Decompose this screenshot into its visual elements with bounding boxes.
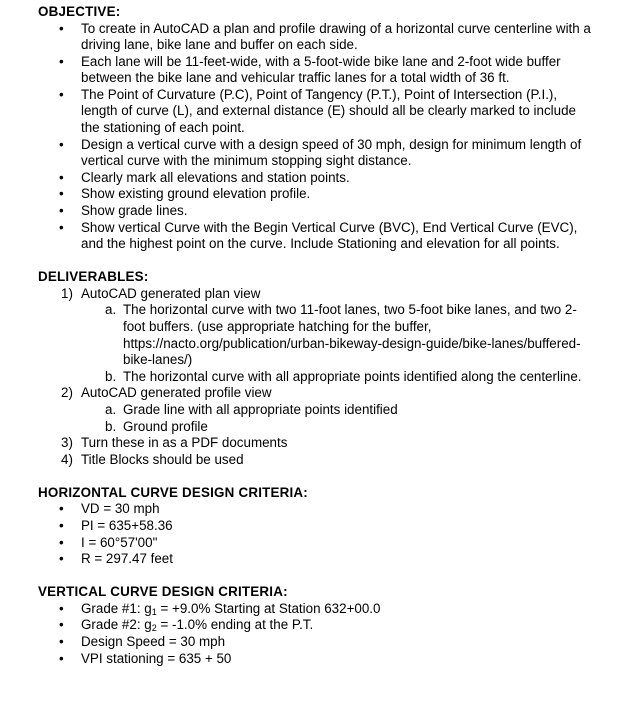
deliverable-subitem: b. The horizontal curve with all appropriate points identified along the centerline. [105,368,582,384]
deliverable-item: 1) AutoCAD generated plan view a. The horizontal curve with two 11-foot lanes, two 5-foot bike lanes, and two 2-foot buffers. (use appropriate hatching for the buffer, https://nacto.org/publication/urban-bikeway-design-guide/bike-lanes/buffered-bike-lanes/) b. The horizontal curve with all appropriate points identified along the centerline. [81,286,594,386]
bullet-icon: • [59,617,64,633]
list-item: • The Point of Curvature (P.C), Point of Tangency (P.T.), Point of Intersection (P.I.), length of curve (L), and external distance (E) should all be clearly marked to include the stationing of each point. [59,86,576,136]
list-item: • VD = 30 mph [59,501,160,517]
list-item: • Each lane will be 11-feet-wide, with a 5-foot-wide bike lane and 2-foot wide buffer between the bike lane and vehicular traffic lanes for a total width of 36 ft. [59,53,561,86]
bullet-icon: • [59,650,64,666]
bullet-icon: • [59,136,64,152]
deliverables-list [38,286,594,469]
list-item: • Grade #1: $g_1 = +9.0\%$ Starting at Station 632+00.0 [59,600,381,617]
deliverable-subitem: a. Grade line with all appropriate points identified [105,401,398,417]
deliverable-item: 3) Turn these in as a PDF documents [61,435,288,451]
deliverable-subitem: b. Ground profile [105,418,208,434]
deliverable-sublist [81,402,594,435]
list-item: • Show grade lines. [59,203,188,219]
list-item: • Design Speed = 30 mph [59,633,226,649]
deliverable-item: 2) AutoCAD generated profile view a. Grade line with all appropriate points identified b. Ground profile [81,385,594,435]
vertical-criteria-list [38,601,594,667]
objective-list [38,21,594,253]
bullet-icon: • [59,203,64,219]
horizontal-criteria-heading: HORIZONTAL CURVE DESIGN CRITERIA: [38,484,308,500]
list-item: • Clearly mark all elevations and station points. [59,169,350,185]
deliverable-item: 4) Title Blocks should be used [61,451,244,467]
list-item: • Show vertical Curve with the Begin Vertical Curve (BVC), End Vertical Curve (EVC), and the highest point on the curve. Include Stationing and elevation for all points. [59,219,578,252]
bullet-icon: • [59,600,64,616]
deliverables-heading: DELIVERABLES: [38,269,149,285]
bullet-icon: • [59,534,64,550]
bullet-icon: • [59,633,64,649]
list-item: • To create in AutoCAD a plan and profile drawing of a horizontal curve centerline with a driving lane, bike lane and buffer on each side. [59,20,591,53]
bullet-icon: • [59,169,64,185]
list-item: • R = 297.47 feet [59,551,173,567]
list-item: • PI = 635+58.36 [59,517,173,533]
deliverable-sublist [81,302,594,385]
bullet-icon: • [59,219,64,235]
deliverable-subitem: a. The horizontal curve with two 11-foot lanes, two 5-foot bike lanes, and two 2-foot buffers. (use appropriate hatching for the buffer, https://nacto.org/publication/urban-bikeway-design-guide/bike-lanes/buffered-bike-lanes/) [105,302,581,368]
bullet-icon: • [59,551,64,567]
bullet-icon: • [59,86,64,102]
bullet-icon: • [59,517,64,533]
bullet-icon: • [59,53,64,69]
list-item: • I = 60°57'00" [59,534,158,550]
bullet-icon: • [59,20,64,36]
bullet-icon: • [59,501,64,517]
list-item: • Show existing ground elevation profile. [59,186,311,202]
document-page [38,4,594,667]
list-item: • Design a vertical curve with a design speed of 30 mph, design for minimum length of vertical curve with the minimum stopping sight distance. [59,136,582,169]
list-item: • VPI stationing = 635 + 50 [59,650,232,666]
list-item: • Grade #2: $g_2 = -1.0\%$ ending at the P.T. [59,617,314,634]
objective-heading: OBJECTIVE: [38,4,121,19]
horizontal-criteria-list [38,501,594,567]
bullet-icon: • [59,186,64,202]
vertical-criteria-heading: VERTICAL CURVE DESIGN CRITERIA: [38,584,288,600]
